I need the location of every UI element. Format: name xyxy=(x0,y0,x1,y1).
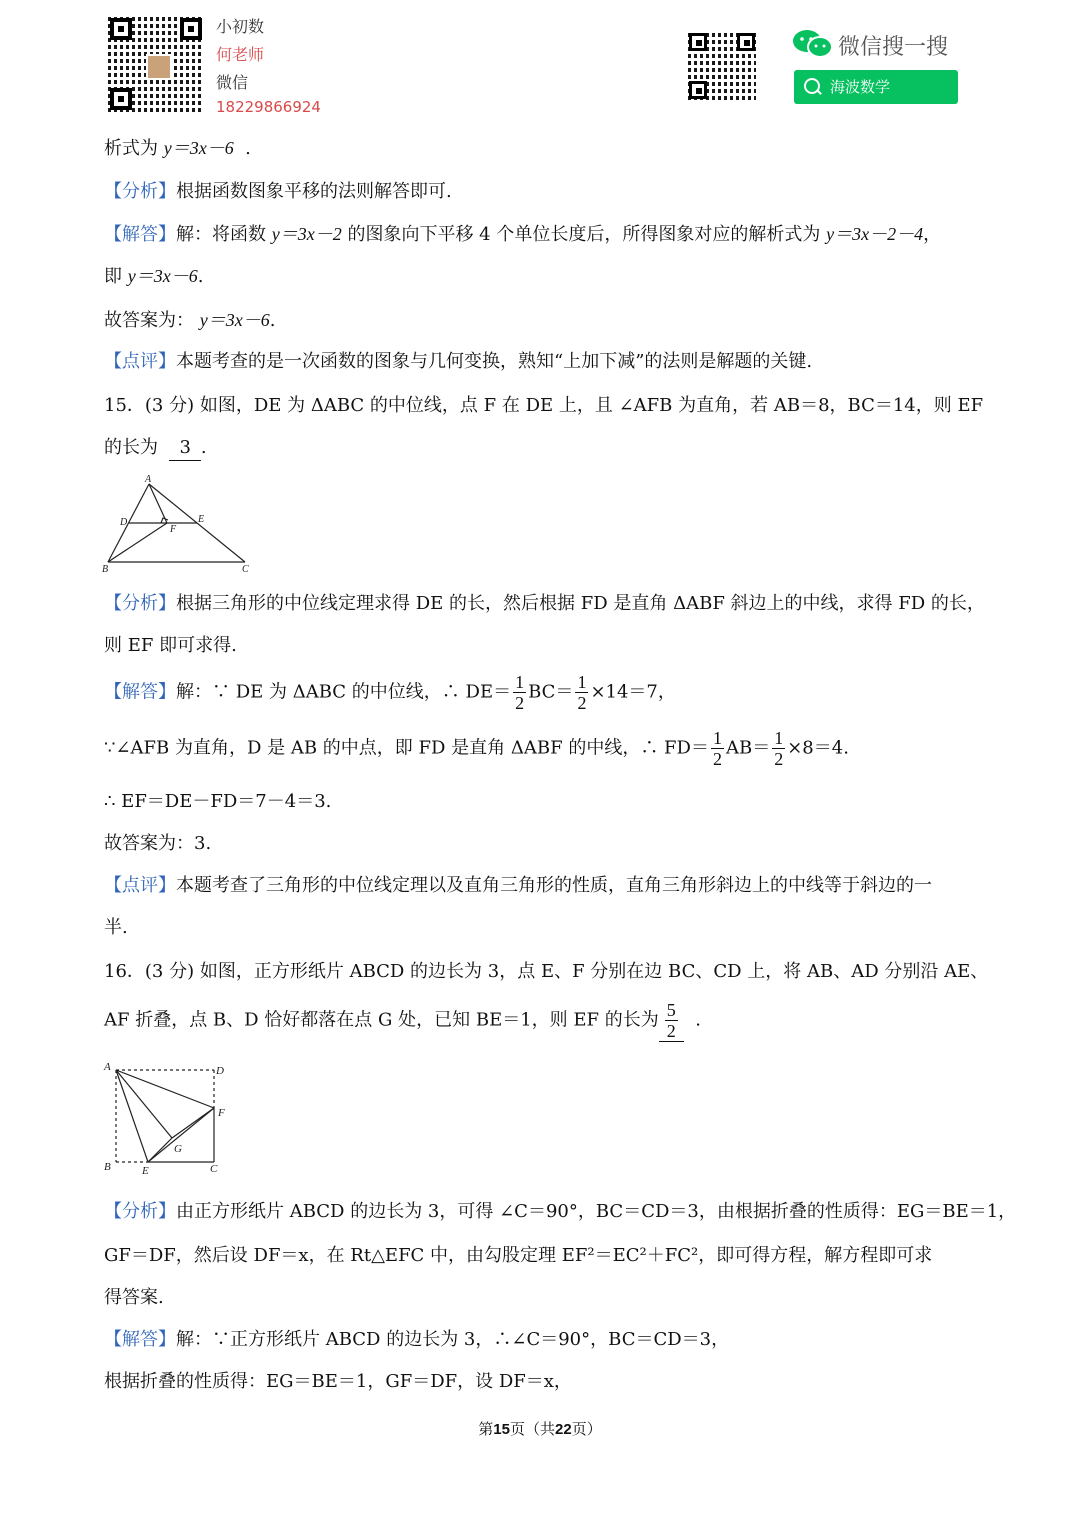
fig15-label-a: A xyxy=(145,474,152,485)
wechat-search-title: 微信搜一搜 xyxy=(838,35,949,60)
q16-solution-line2: 根据折叠的性质得：EG＝BE＝1，GF＝DF，设 DF＝x， xyxy=(104,1371,572,1392)
fig15-label-d: D xyxy=(120,517,128,528)
q15-analysis: 【分析】根据三角形的中位线定理求得 DE 的长，然后根据 FD 是直角 ΔABF 斜边上的中线，求得 FD 的长， xyxy=(104,593,985,614)
fig15-label-b: B xyxy=(102,564,109,575)
q14-solution-line2: 即 y＝3x－6. xyxy=(104,266,204,287)
q16-solution: 【解答】解：∵正方形纸片 ABCD 的边长为 3，∴∠C＝90°，BC＝CD＝3， xyxy=(104,1329,730,1350)
fig16-label-g: G xyxy=(174,1143,182,1155)
q14-solution: 【解答】解：将函数 y＝3x－2 的图象向下平移 4 个单位长度后，所得图象对应的解析式为 y＝3x－2－4， xyxy=(104,224,942,245)
q14-review: 【点评】本题考查的是一次函数的图象与几何变换，熟知“上加下减”的法则是解题的关键. xyxy=(104,351,813,372)
fig16-label-e: E xyxy=(142,1165,149,1177)
header-line-4: 18229866924 xyxy=(216,98,321,116)
fig16-label-a: A xyxy=(104,1061,111,1073)
q15-stem-line2: 的长为 3 . xyxy=(104,436,207,461)
header-line-3: 微信 xyxy=(216,73,249,92)
q15-answer: 3 xyxy=(169,436,200,461)
q15-solution-line1: 【解答】解：∵ DE 为 ΔABC 的中位线，∴ DE＝ $\frac{1}{2}$ BC＝ $\frac{1}{2}$ ×14＝7， xyxy=(104,672,676,713)
q15-answer-line: 故答案为：3. xyxy=(104,833,212,854)
q16-figure xyxy=(100,1058,230,1178)
fig15-label-e: E xyxy=(198,514,205,525)
q16-analysis: 【分析】由正方形纸片 ABCD 的边长为 3，可得 ∠C＝90°，BC＝CD＝3，由根据折叠的性质得：EG＝BE＝1， xyxy=(104,1201,1017,1222)
q15-analysis-line2: 则 EF 即可求得. xyxy=(104,635,237,656)
q14-answer: 故答案为： y＝3x－6. xyxy=(104,310,276,331)
fig15-label-c: C xyxy=(242,564,249,575)
q15-figure xyxy=(100,472,260,576)
q16-stem: 16．(3 分) 如图，正方形纸片 ABCD 的边长为 3，点 E、F 分别在边 BC、CD 上，将 AB、AD 分别沿 AE、 xyxy=(104,961,989,982)
header-line-2: 何老师 xyxy=(216,45,265,64)
q16-analysis-line2: GF＝DF，然后设 DF＝x，在 Rt△EFC 中，由勾股定理 EF²＝EC²＋FC²，即可得方程，解方程即可求 xyxy=(104,1245,933,1266)
wechat-icon xyxy=(792,28,834,60)
search-button[interactable] xyxy=(794,70,958,104)
fig15-label-f: F xyxy=(170,524,177,535)
q15-solution-line3: ∴ EF＝DE－FD＝7－4＝3. xyxy=(104,791,332,812)
fig16-label-d: D xyxy=(216,1065,224,1077)
qr-code-right xyxy=(688,32,756,100)
q14-analysis: 【分析】根据函数图象平移的法则解答即可. xyxy=(104,181,452,202)
q15-stem: 15．(3 分) 如图，DE 为 ΔABC 的中位线，点 F 在 DE 上，且 ∠AFB 为直角，若 AB＝8，BC＝14，则 EF xyxy=(104,395,984,416)
fig16-label-b: B xyxy=(104,1161,111,1173)
q15-solution-line2: ∵∠AFB 为直角，D 是 AB 的中点，即 FD 是直角 ΔABF 的中线，∴ FD＝ $\frac{1}{2}$ AB＝ $\frac{1}{2}$ ×8＝4. xyxy=(104,728,849,769)
q16-stem-line2: AF 折叠，点 B、D 恰好都落在点 G 处，已知 BE＝1，则 EF 的长为 $\frac{5}{2}$ . xyxy=(104,1000,701,1041)
q14-continuation: 析式为 y＝3x－6 . xyxy=(104,138,251,159)
q16-analysis-line3: 得答案. xyxy=(104,1287,164,1308)
page-number: 15 xyxy=(493,1421,510,1438)
q15-review-line2: 半. xyxy=(104,917,128,938)
page-total: 22 xyxy=(555,1421,572,1438)
fig16-label-f: F xyxy=(218,1107,225,1119)
fig16-label-c: C xyxy=(210,1163,218,1175)
header-line-1: 小初数 xyxy=(216,17,265,36)
search-icon-handle xyxy=(816,89,822,95)
qr-code-left xyxy=(108,16,204,112)
search-button-label: 海波数学 xyxy=(830,78,891,96)
q15-review: 【点评】本题考查了三角形的中位线定理以及直角三角形的性质，直角三角形斜边上的中线等于斜边的一 xyxy=(104,875,932,896)
page-footer: 第15页（共22页） xyxy=(478,1420,602,1438)
